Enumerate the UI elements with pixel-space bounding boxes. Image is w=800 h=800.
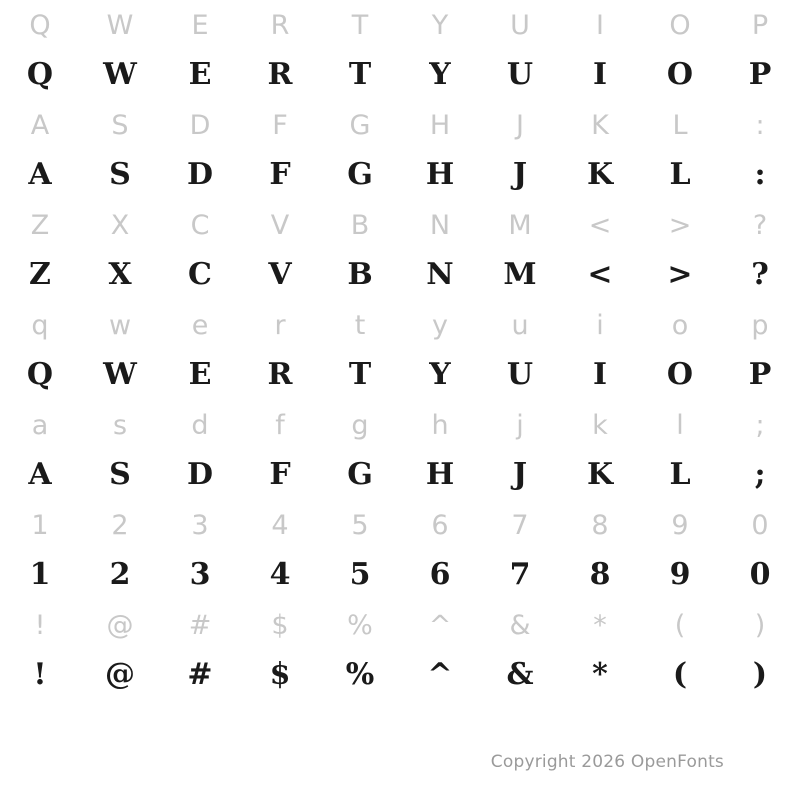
- specimen-char: W: [103, 57, 137, 92]
- reference-char: j: [516, 409, 524, 441]
- reference-char: P: [751, 9, 769, 41]
- reference-char: l: [676, 409, 684, 441]
- specimen-char: 6: [429, 557, 451, 592]
- reference-char: Q: [29, 9, 51, 41]
- specimen-char: K: [586, 457, 614, 492]
- reference-char: !: [34, 609, 46, 641]
- reference-char: T: [351, 9, 369, 41]
- specimen-char: W: [103, 357, 137, 392]
- reference-char: 1: [31, 509, 49, 541]
- specimen-char: Q: [26, 357, 54, 392]
- specimen-char: &: [506, 657, 534, 692]
- specimen-char: B: [347, 257, 373, 292]
- specimen-char: V: [268, 257, 292, 292]
- specimen-char: U: [506, 57, 534, 92]
- specimen-char: #: [187, 657, 213, 692]
- specimen-char: G: [347, 157, 373, 192]
- reference-char: s: [112, 409, 128, 441]
- reference-char: o: [671, 309, 689, 341]
- reference-char: :: [755, 109, 765, 141]
- specimen-char: F: [269, 457, 291, 492]
- specimen-char: Y: [429, 357, 451, 392]
- specimen-char: A: [28, 157, 52, 192]
- specimen-char: J: [512, 157, 528, 192]
- reference-char: ;: [755, 409, 765, 441]
- specimen-char: %: [345, 657, 375, 692]
- specimen-char: 4: [269, 557, 291, 592]
- specimen-char: I: [592, 57, 608, 92]
- specimen-char: S: [109, 157, 131, 192]
- reference-char: Z: [30, 209, 50, 241]
- reference-char: J: [516, 109, 524, 141]
- reference-char: p: [751, 309, 769, 341]
- specimen-char: R: [267, 57, 293, 92]
- reference-char: N: [429, 209, 451, 241]
- reference-char: 4: [271, 509, 289, 541]
- specimen-char: K: [586, 157, 614, 192]
- reference-char: O: [669, 9, 691, 41]
- reference-char: @: [106, 609, 134, 641]
- specimen-char: U: [506, 357, 534, 392]
- reference-char: V: [270, 209, 290, 241]
- reference-char: <: [588, 209, 612, 241]
- specimen-char: G: [347, 457, 373, 492]
- specimen-char: 8: [589, 557, 611, 592]
- copyright-notice: Copyright 2026 OpenFonts: [490, 752, 724, 772]
- specimen-char: S: [109, 457, 131, 492]
- specimen-char: T: [348, 357, 372, 392]
- specimen-char: 3: [189, 557, 211, 592]
- reference-char: h: [431, 409, 449, 441]
- specimen-char: D: [186, 157, 213, 192]
- reference-char: U: [510, 9, 530, 41]
- specimen-char: Y: [429, 57, 451, 92]
- reference-char: 6: [431, 509, 449, 541]
- reference-char: e: [191, 309, 209, 341]
- specimen-char: X: [108, 257, 132, 292]
- specimen-char: Z: [29, 257, 51, 292]
- specimen-char: R: [267, 357, 293, 392]
- specimen-char: P: [748, 57, 772, 92]
- specimen-char: L: [669, 457, 691, 492]
- specimen-char: !: [33, 657, 47, 692]
- reference-char: D: [189, 109, 211, 141]
- reference-char: ^: [428, 609, 452, 641]
- specimen-char: E: [188, 57, 212, 92]
- specimen-char: $: [269, 657, 291, 692]
- reference-char: I: [596, 9, 604, 41]
- specimen-char: O: [666, 57, 694, 92]
- reference-char: 0: [751, 509, 769, 541]
- reference-char: (: [674, 609, 686, 641]
- specimen-char: 1: [29, 557, 51, 592]
- reference-char: >: [668, 209, 692, 241]
- specimen-char: J: [512, 457, 528, 492]
- specimen-char: :: [754, 157, 766, 192]
- reference-char: 8: [591, 509, 609, 541]
- reference-char: $: [271, 609, 289, 641]
- reference-char: %: [347, 609, 373, 641]
- reference-char: H: [429, 109, 451, 141]
- reference-char: ): [754, 609, 766, 641]
- reference-char: a: [31, 409, 49, 441]
- specimen-char: D: [186, 457, 213, 492]
- specimen-char: N: [426, 257, 454, 292]
- specimen-char: ?: [751, 257, 769, 292]
- reference-char: A: [30, 109, 50, 141]
- reference-char: k: [592, 409, 608, 441]
- reference-char: M: [508, 209, 532, 241]
- reference-char: *: [593, 609, 607, 641]
- reference-char: i: [596, 309, 604, 341]
- specimen-char: ;: [754, 457, 766, 492]
- reference-char: E: [191, 9, 209, 41]
- specimen-char: F: [269, 157, 291, 192]
- reference-char: q: [31, 309, 49, 341]
- reference-char: 3: [191, 509, 209, 541]
- specimen-char: H: [425, 457, 455, 492]
- reference-char: t: [354, 309, 366, 341]
- specimen-char: L: [669, 157, 691, 192]
- reference-char: y: [432, 309, 448, 341]
- specimen-char: 5: [349, 557, 371, 592]
- reference-char: 2: [111, 509, 129, 541]
- specimen-char: P: [748, 357, 772, 392]
- specimen-char: O: [666, 357, 694, 392]
- reference-char: r: [274, 309, 286, 341]
- reference-char: &: [509, 609, 531, 641]
- reference-char: Y: [431, 9, 449, 41]
- specimen-char: 7: [509, 557, 531, 592]
- reference-char: C: [190, 209, 210, 241]
- specimen-char: C: [188, 257, 212, 292]
- reference-char: w: [108, 309, 132, 341]
- reference-char: 5: [351, 509, 369, 541]
- specimen-char: ): [752, 657, 768, 692]
- specimen-char: *: [592, 657, 608, 692]
- specimen-char: I: [592, 357, 608, 392]
- reference-char: ?: [752, 209, 768, 241]
- reference-char: W: [106, 9, 134, 41]
- reference-char: R: [270, 9, 290, 41]
- specimen-char: 0: [749, 557, 771, 592]
- specimen-char: ^: [427, 657, 453, 692]
- reference-char: d: [191, 409, 209, 441]
- specimen-char: >: [667, 257, 693, 292]
- reference-char: g: [351, 409, 369, 441]
- reference-char: L: [672, 109, 688, 141]
- specimen-char: H: [425, 157, 455, 192]
- reference-char: 9: [671, 509, 689, 541]
- specimen-char: Q: [26, 57, 54, 92]
- reference-char: u: [511, 309, 529, 341]
- specimen-char: T: [348, 57, 372, 92]
- reference-char: f: [275, 409, 285, 441]
- reference-char: F: [272, 109, 288, 141]
- specimen-char: 2: [109, 557, 131, 592]
- reference-char: 7: [511, 509, 529, 541]
- specimen-char: E: [188, 357, 212, 392]
- specimen-char: A: [28, 457, 52, 492]
- reference-char: #: [188, 609, 212, 641]
- specimen-char: (: [672, 657, 688, 692]
- specimen-char: M: [503, 257, 537, 292]
- reference-char: X: [110, 209, 130, 241]
- specimen-char: 9: [669, 557, 691, 592]
- reference-char: G: [349, 109, 371, 141]
- reference-char: K: [591, 109, 609, 141]
- reference-char: S: [111, 109, 129, 141]
- specimen-char: @: [105, 657, 135, 692]
- reference-char: B: [350, 209, 370, 241]
- specimen-char: <: [587, 257, 613, 292]
